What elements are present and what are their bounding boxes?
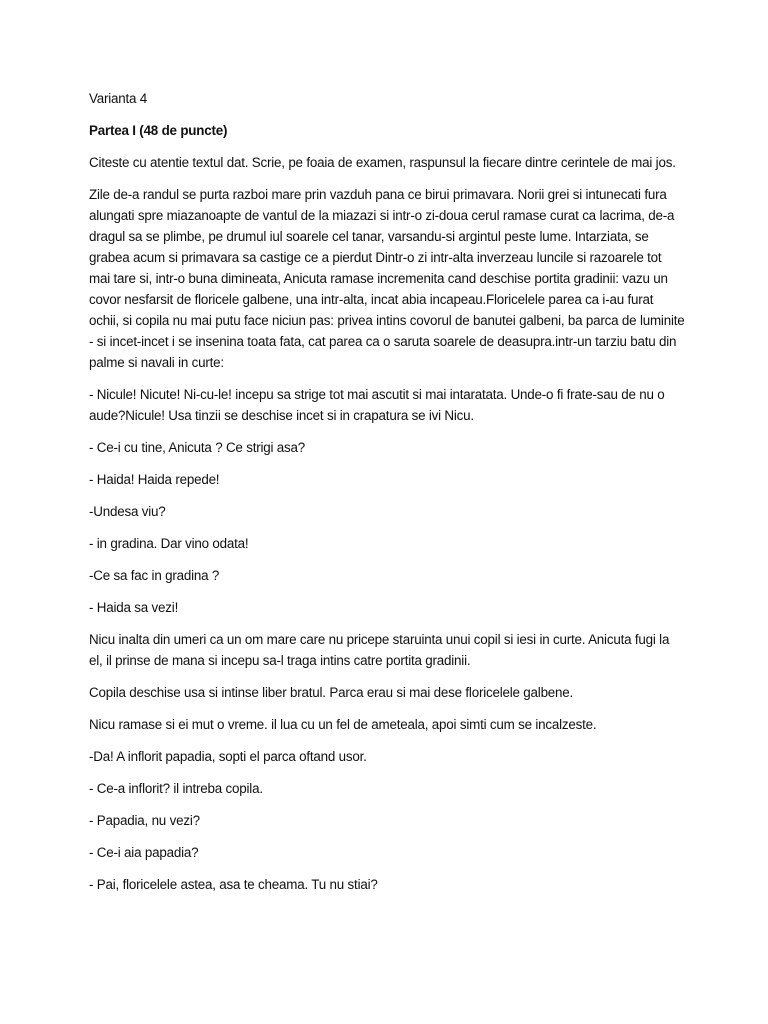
part-heading: Partea I (48 de puncte) <box>89 123 228 138</box>
dialogue-line: - Ce-a inflorit? il intreba copila. <box>89 781 263 796</box>
dialogue-line: - Haida sa vezi! <box>89 600 179 615</box>
story-paragraph: Zile de-a randul se purta razboi mare prin vazduh pana ce birui primavara. Norii grei si intunecati fura alungati spre miazanoapte de vantul de la miazazi si intr-o zi-doua cerul ramase curat ca lacrima, de-a dragul sa se plimbe, pe drumul iul soarele cel tanar, varsandu-si argintul peste lume. Intarziata, se grabea acum si primavara sa castige ce a pierdut Dintr-o zi intr-alta inverzeau luncile si razoarele tot mai tare si, intr-o buna dimineata, Anicuta ramase incremenita cand deschise portita gradinii: vazu un covor nesfarsit de floricele galbene, una intr-alta, incat abia incapeau.Floricelele parea ca i-au furat ochii, si copila nu mai putu face niciun pas: privea intins covorul de banutei galbeni, ba parca de luminite - si incet-incet i se insenina toata fata, cat parea ca o saruta soarele de deasupra.intr-un tarziu batu din palme si navali in curte: <box>89 187 685 370</box>
instructions-text: Citeste cu atentie textul dat. Scrie, pe foaia de examen, raspunsul la fiecare dintre cerintele de mai jos. <box>89 155 676 170</box>
dialogue-line: -Undesa viu? <box>89 504 166 519</box>
dialogue-line: -Da! A inflorit papadia, sopti el parca oftand usor. <box>89 749 367 764</box>
dialogue-line: -Ce sa fac in gradina ? <box>89 568 220 583</box>
dialogue-line: - Haida! Haida repede! <box>89 472 220 487</box>
dialogue-line: - Papadia, nu vezi? <box>89 813 200 828</box>
variant-title: Varianta 4 <box>89 91 148 106</box>
dialogue-line: - Pai, floricelele astea, asa te cheama. Tu nu stiai? <box>89 877 378 892</box>
story-paragraph: Copila deschise usa si intinse liber bratul. Parca erau si mai dese floricelele galbene. <box>89 685 574 700</box>
document-page <box>89 88 685 906</box>
story-paragraph: Nicu ramase si ei mut o vreme. il lua cu un fel de ameteala, apoi simti cum se incalzeste. <box>89 717 597 732</box>
dialogue-line: - Ce-i aia papadia? <box>89 845 199 860</box>
dialogue-line: - Ce-i cu tine, Anicuta ? Ce strigi asa? <box>89 440 306 455</box>
dialogue-line: - in gradina. Dar vino odata! <box>89 536 249 551</box>
story-paragraph: Nicu inalta din umeri ca un om mare care nu pricepe staruinta unui copil si iesi in curte. Anicuta fugi la el, il prinse de mana si incepu sa-l traga intins catre portita gradinii. <box>89 632 670 668</box>
dialogue-line: - Nicule! Nicute! Ni-cu-le! incepu sa strige tot mai ascutit si mai intaratata. Unde-o fi frate-sau de nu o aude?Nicule! Usa tinzii se deschise incet si in crapatura se ivi Nicu. <box>89 387 665 423</box>
